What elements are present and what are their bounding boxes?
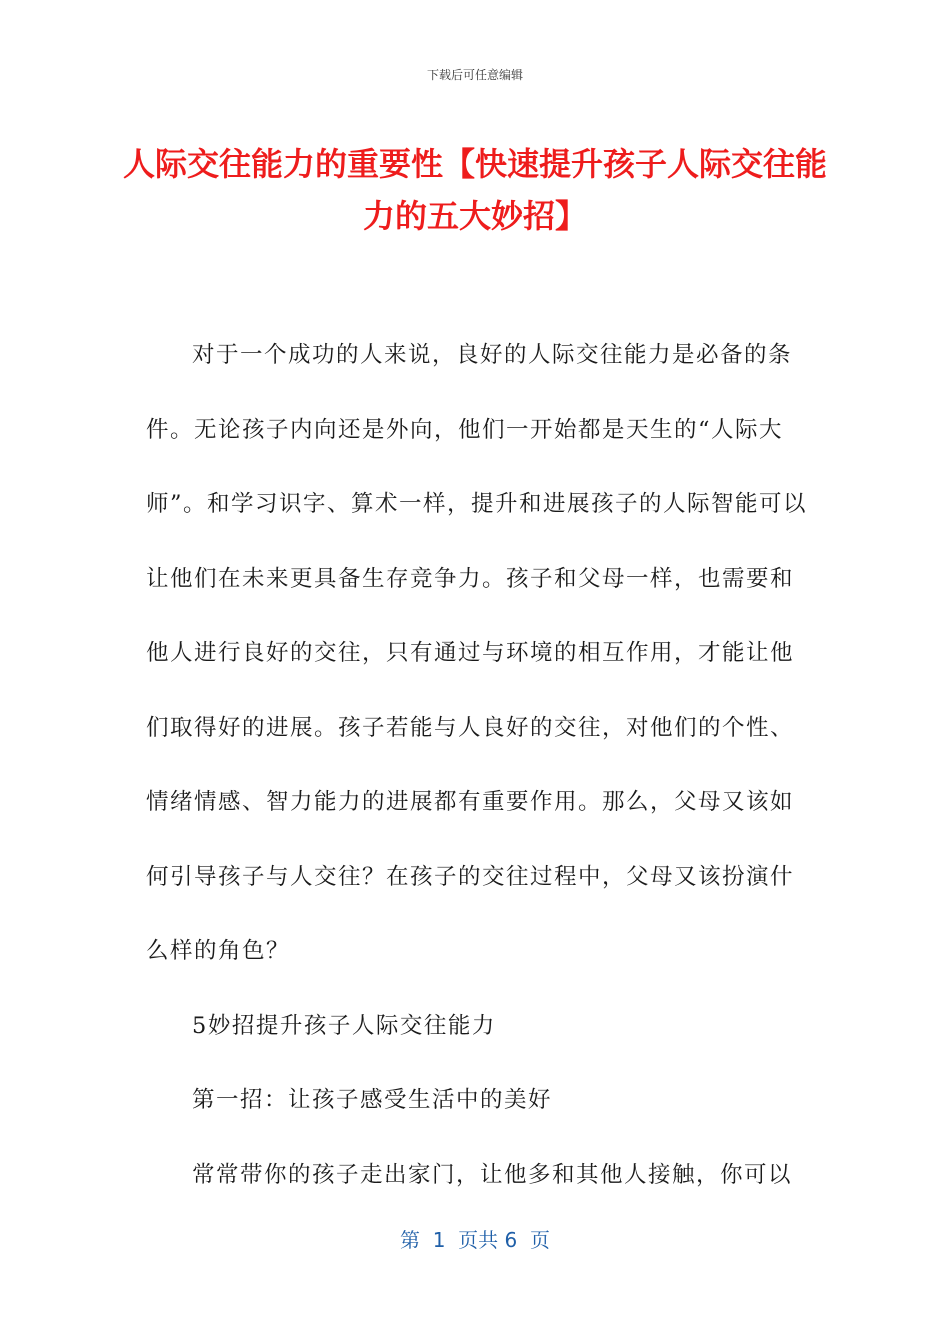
paragraph-tip-one-body: 常常带你的孩子走出家门，让他多和其他人接触，你可以 [192,1161,793,1188]
paragraph-intro: 对于一个成功的人来说，良好的人际交往能力是必备的条件。无论孩子内向还是外向，他们一开始都是天生的“人际大师”。和学习识字、算术一样，提升和进展孩子的人际智能可以让他们在未来更具备生存竞争力。孩子和父母一样，也需要和他人进行良好的交往，只有通过与环境的相互作用，才能让他们取得好的进展。孩子若能与人良好的交往，对他们的个性、情绪情感、智力能力的进展都有重要作用。那么，父母又该如何引导孩子与人交往？在孩子的交往过程中，父母又该扮演什么样的角色？ [146,342,808,964]
paragraph-heading-tips: 5妙招提升孩子人际交往能力 [192,1012,496,1039]
document-body [146,318,810,1212]
page-footer-number: 第 1 页共 6 页 [400,1228,550,1252]
paragraph-tip-one-title: 第一招：让孩子感受生活中的美好 [192,1087,553,1113]
document-title: 人际交往能力的重要性【快速提升孩子人际交往能力的五大妙招】 [122,145,827,235]
page-header-note: 下载后可任意编辑 [426,68,523,82]
